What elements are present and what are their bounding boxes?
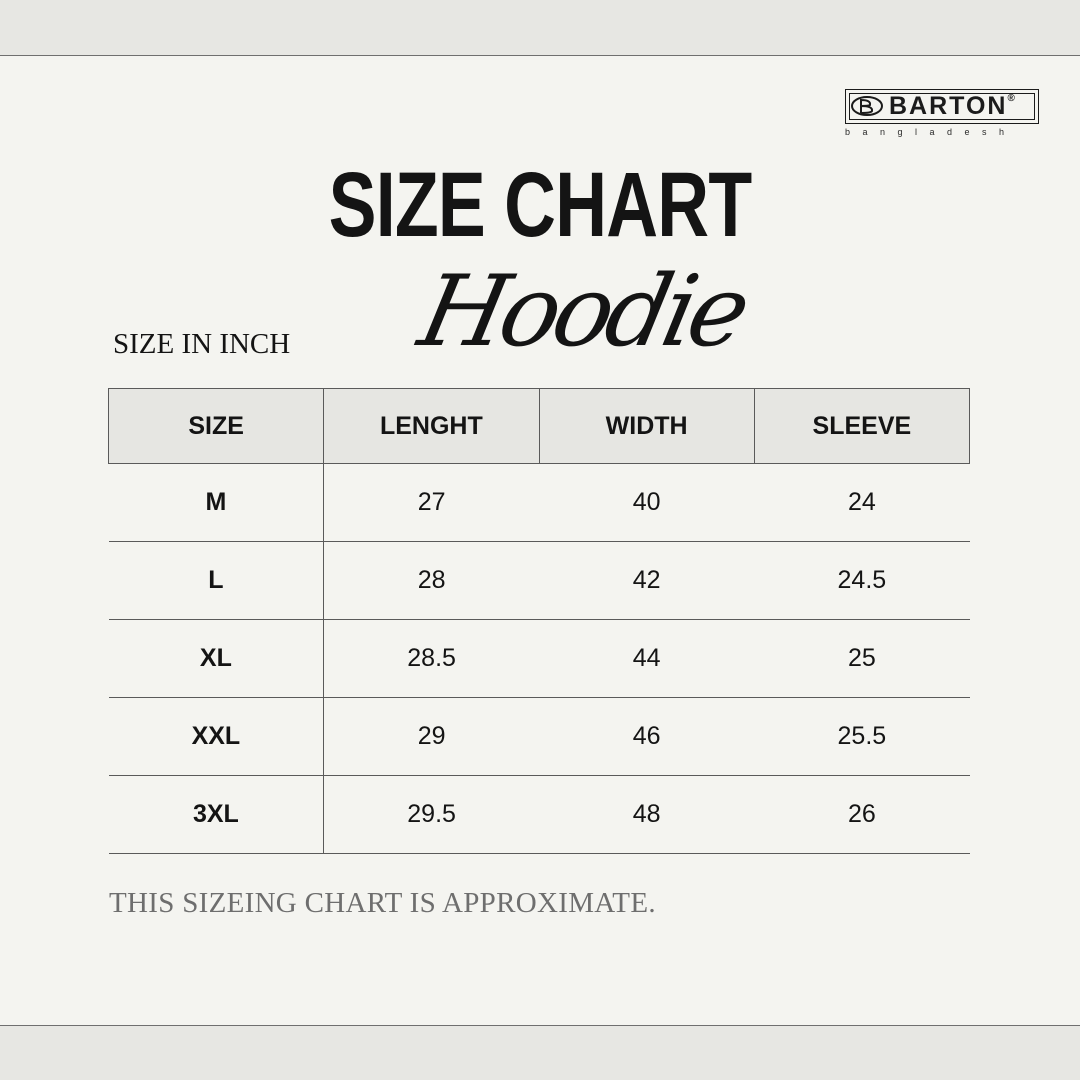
product-subtitle: Hoodie: [410, 255, 754, 369]
length-cell: 28: [324, 542, 539, 620]
header-length: LENGHT: [324, 389, 539, 464]
size-cell: XXL: [109, 698, 324, 776]
table-row: [109, 620, 970, 698]
size-cell: XL: [109, 620, 324, 698]
sleeve-cell: 25: [754, 620, 969, 698]
sleeve-cell: 25.5: [754, 698, 969, 776]
size-cell: 3XL: [109, 776, 324, 854]
length-cell: 27: [324, 464, 539, 542]
width-cell: 40: [539, 464, 754, 542]
size-cell: L: [109, 542, 324, 620]
size-cell: M: [109, 464, 324, 542]
header-sleeve: SLEEVE: [754, 389, 969, 464]
table-header-row: [109, 389, 970, 464]
table-row: [109, 464, 970, 542]
width-cell: 42: [539, 542, 754, 620]
table-row: [109, 542, 970, 620]
page-title: SIZE CHART: [328, 154, 752, 256]
table-row: [109, 698, 970, 776]
disclaimer-note: THIS SIZEING CHART IS APPROXIMATE.: [109, 887, 656, 919]
length-cell: 29.5: [324, 776, 539, 854]
length-cell: 28.5: [324, 620, 539, 698]
size-table: [108, 388, 970, 854]
brand-tagline: bangladesh: [845, 127, 1017, 137]
sleeve-cell: 24.5: [754, 542, 969, 620]
width-cell: 46: [539, 698, 754, 776]
length-cell: 29: [324, 698, 539, 776]
sleeve-cell: 26: [754, 776, 969, 854]
header-width: WIDTH: [539, 389, 754, 464]
brand-name: BARTON®: [889, 92, 1017, 120]
brand-mark-icon: [849, 94, 885, 118]
brand-logo: [845, 89, 1045, 139]
header-size: SIZE: [109, 389, 324, 464]
width-cell: 48: [539, 776, 754, 854]
width-cell: 44: [539, 620, 754, 698]
registered-mark: ®: [1007, 93, 1017, 104]
unit-label: SIZE IN INCH: [113, 328, 291, 360]
table-row: [109, 776, 970, 854]
sleeve-cell: 24: [754, 464, 969, 542]
